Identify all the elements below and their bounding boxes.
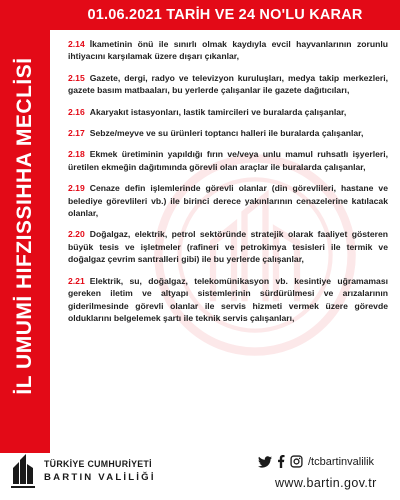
website-link[interactable]: www.bartin.gov.tr [275, 476, 377, 490]
list-item [68, 148, 388, 173]
item-number: 2.17 [68, 128, 85, 139]
list-item [68, 275, 388, 325]
instagram-icon[interactable] [290, 455, 303, 468]
item-text: İkametinin önü ile sınırlı olmak kaydıyla evcil hayvanlarının zorunlu ihtiyacını karşılamak üzere dışarı çıkanlar, [68, 39, 388, 62]
governorship-logo-icon [10, 452, 36, 492]
item-text: Ekmek üretiminin yapıldığı fırın ve/veya unlu mamul ruhsatlı işyerleri, üretilen ekmeğin dağıtımında görevli olan araçlar ile buralarda çalışanlar, [68, 149, 388, 172]
sidebar-banner [0, 0, 50, 453]
item-number: 2.18 [68, 149, 85, 160]
item-number: 2.14 [68, 39, 85, 49]
regulation-list [68, 38, 388, 333]
list-item [68, 127, 388, 139]
twitter-icon[interactable] [258, 456, 272, 468]
list-item [68, 182, 388, 219]
facebook-icon[interactable] [277, 455, 285, 468]
social-handle[interactable]: /tcbartinvalilik [308, 455, 375, 468]
social-links [258, 455, 374, 468]
item-number: 2.16 [68, 106, 85, 117]
item-number: 2.20 [68, 229, 85, 240]
item-text: Cenaze defin işlemlerinde görevli olanlar (din görevlileri, hastane ve belediye görevlileri vb.) ile birinci derece yakınlarının cenazelerine katılacak olanlar, [68, 183, 388, 219]
item-text: Sebze/meyve ve su ürünleri toptancı halleri ile buralarda çalışanlar, [89, 128, 364, 139]
item-number: 2.19 [68, 183, 85, 194]
item-text: Elektrik, su, doğalgaz, telekomünikasyon vb. kesintiye uğramaması gereken iletim ve altyapı sistemlerinin sürdürülmesi ve arızalarının giderilmesinde görevli olanlar ile servis hizmeti vermek üzere görevde olduklarını belgelemek şartı ile teknik servis çalışanları, [68, 275, 388, 323]
item-text: Doğalgaz, elektrik, petrol sektöründe stratejik olarak faaliyet gösteren büyük tesis ve işletmeler (rafineri ve petrokimya tesisleri ile termik ve doğalgaz çevrim santralleri gibi) ile bu yerlerde çalışanlar, [68, 229, 388, 265]
org-name-line1: TÜRKİYE CUMHURİYETİ [44, 459, 152, 469]
list-item [68, 38, 388, 63]
item-text: Akaryakıt istasyonları, lastik tamircileri ve buralarda çalışanlar, [89, 106, 347, 117]
item-number: 2.21 [68, 275, 85, 286]
sidebar-title: İL UMUMİ HIFZISSIHHA MECLİSİ [13, 57, 36, 395]
list-item [68, 72, 388, 97]
item-text: Gazete, dergi, radyo ve televizyon kuruluşları, medya takip merkezleri, gazete basım matbaaları, bu yerlerde çalışanlar ile gazete dağıtıcıları, [68, 72, 388, 96]
list-item [68, 106, 388, 118]
item-number: 2.15 [68, 72, 85, 83]
org-name-line2: BARTIN VALİLİĞİ [44, 472, 156, 483]
list-item [68, 228, 388, 265]
page-title: 01.06.2021 TARİH VE 24 NO'LU KARAR [50, 0, 400, 30]
org-name [44, 459, 156, 483]
